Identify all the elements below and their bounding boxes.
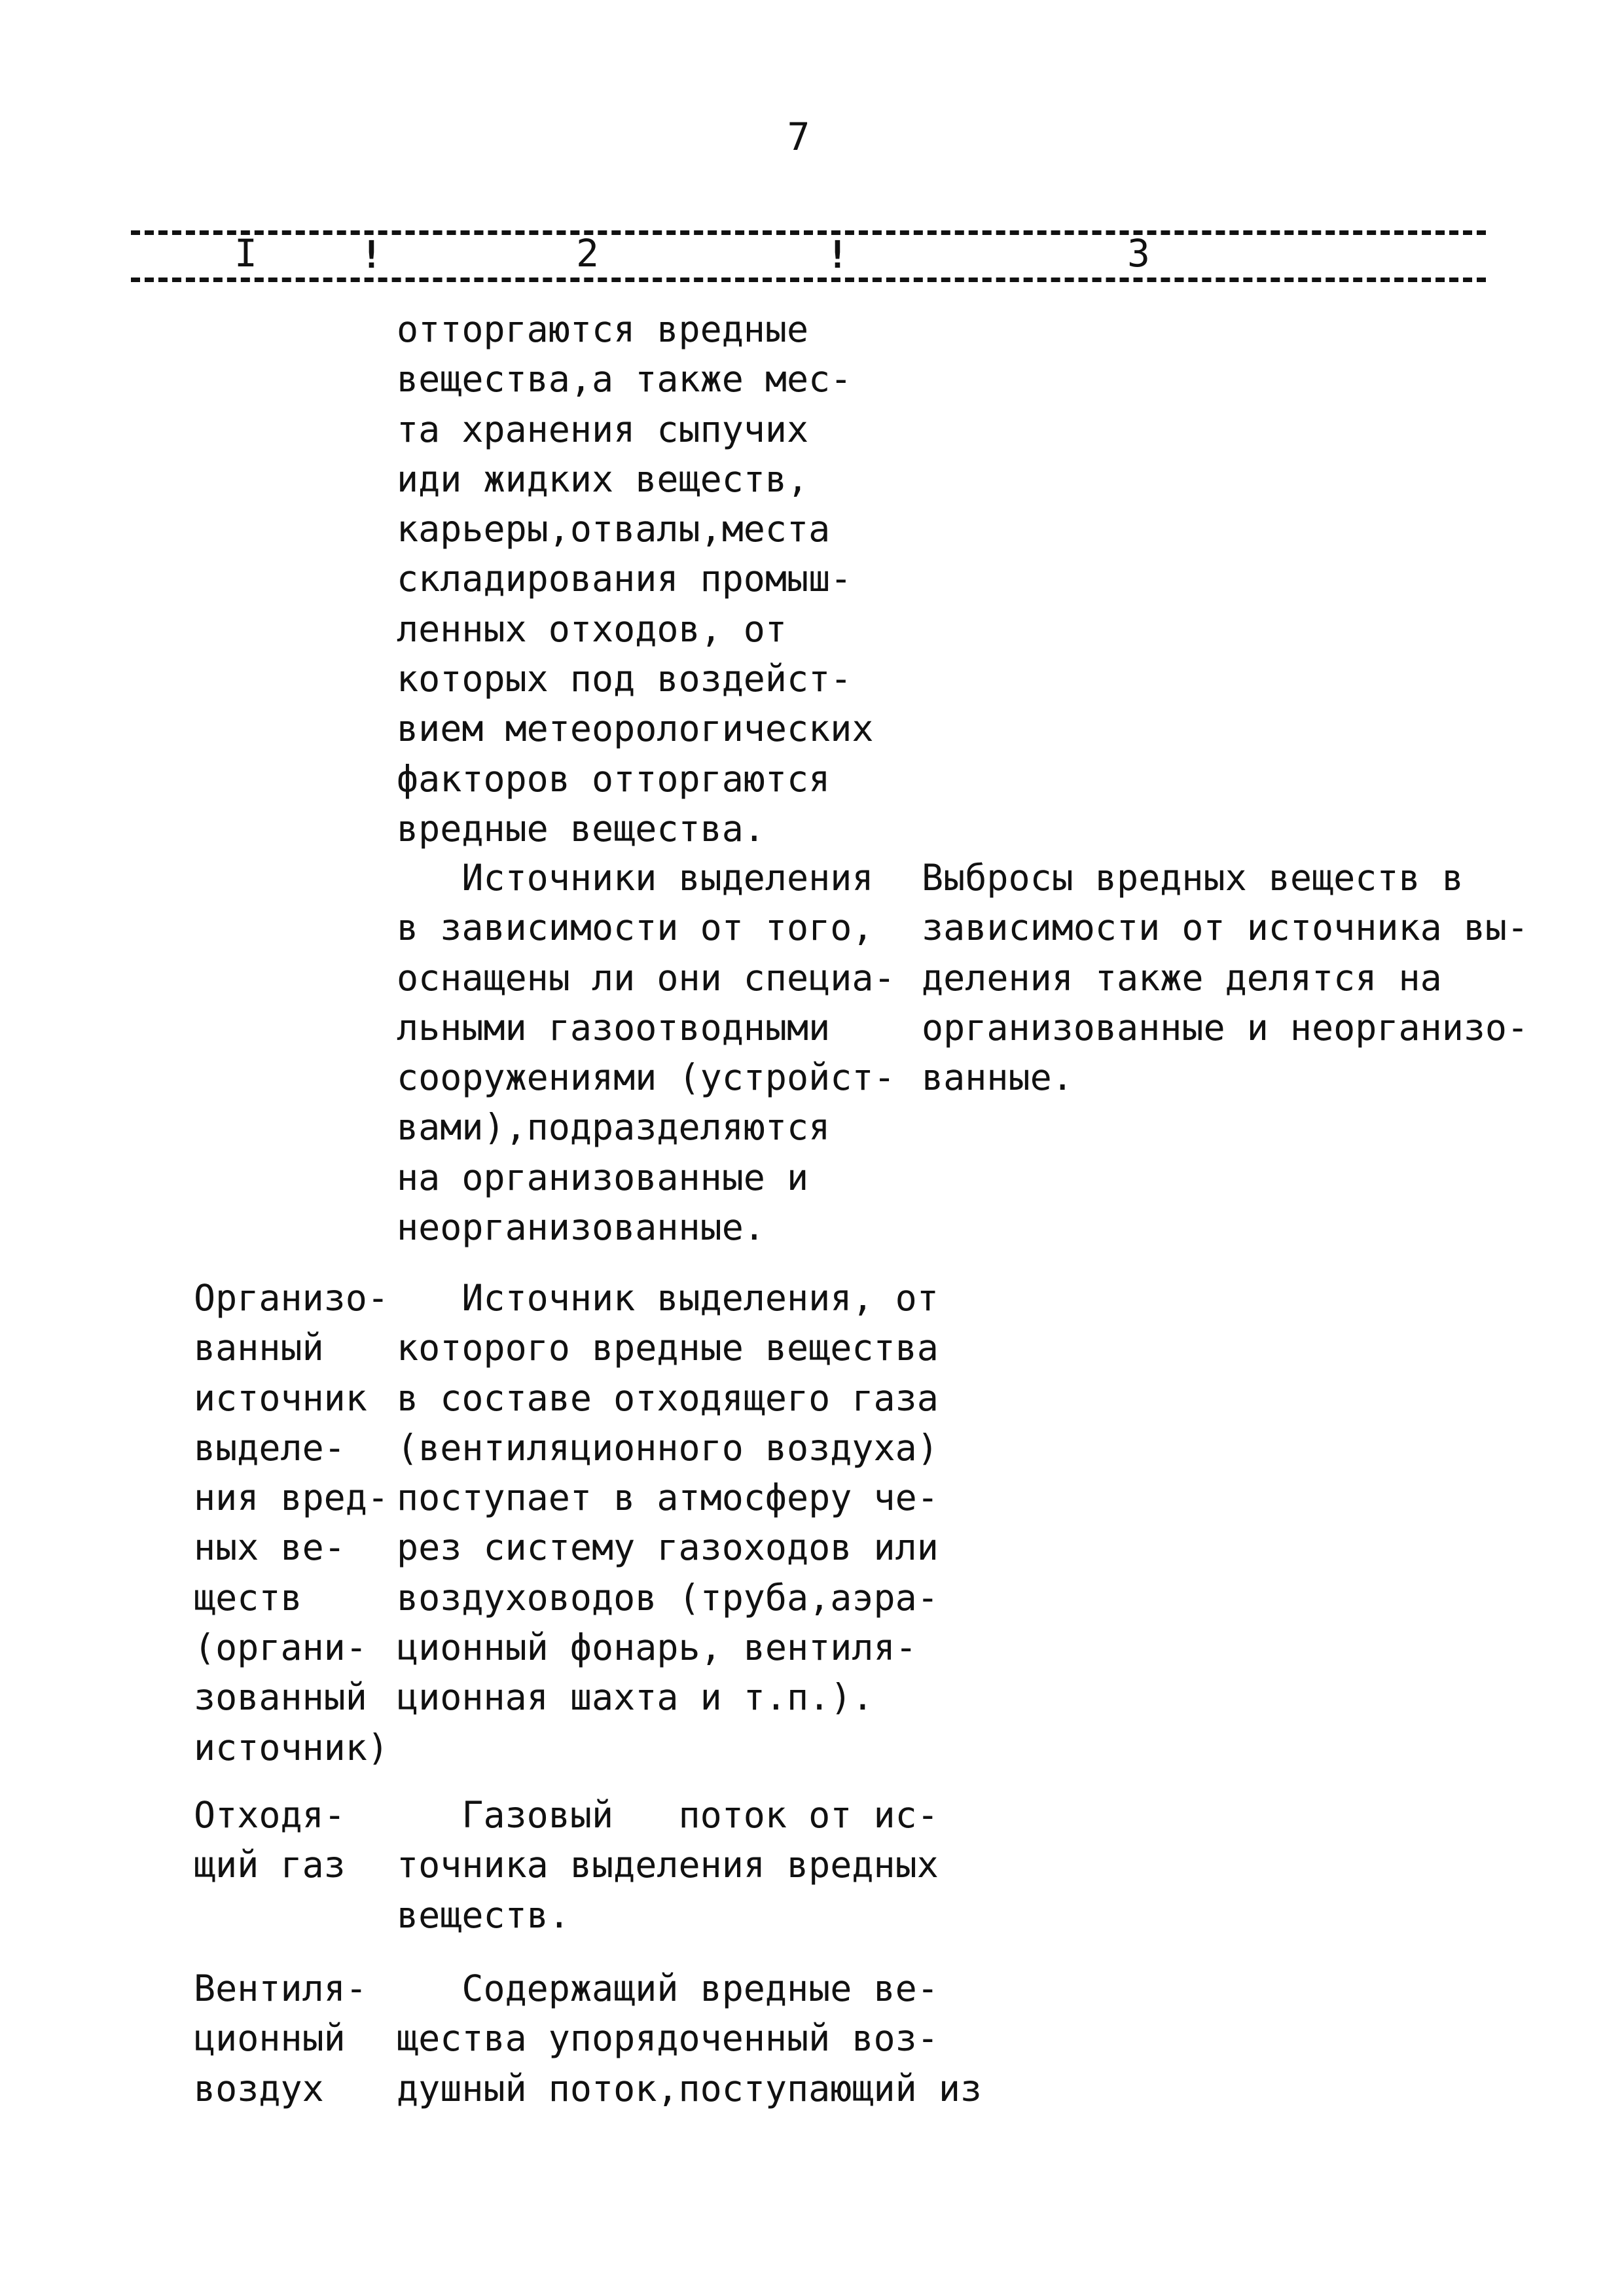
text-line: организованные и неорганизо-	[922, 1006, 1529, 1049]
row-0-definition	[397, 304, 873, 853]
text-line: рез систему газоходов или	[397, 1526, 939, 1569]
table-header-col3: 3	[1127, 231, 1150, 276]
text-line: в зависимости от того,	[397, 906, 874, 949]
table-header-separator-1: !	[360, 232, 383, 277]
table-header-col1: I	[234, 231, 257, 276]
text-line: зависимости от источника вы-	[922, 906, 1529, 949]
text-line: Организо-	[194, 1277, 389, 1319]
text-line: ния вред-	[194, 1477, 389, 1519]
text-line: Газовый поток от ис-	[397, 1794, 939, 1836]
text-line: щий газ	[194, 1844, 346, 1886]
text-line: которого вредные вещества	[397, 1327, 939, 1369]
text-line: ционный фонарь, вентиля-	[397, 1626, 917, 1669]
text-line: Источник выделения, от	[397, 1277, 939, 1319]
text-line: точника выделения вредных	[397, 1844, 939, 1886]
text-line: зованный	[194, 1676, 367, 1719]
text-line: вещества,а также мес-	[397, 358, 852, 401]
text-line: ванный	[194, 1327, 324, 1369]
text-line: Содержащий вредные ве-	[397, 1967, 939, 2009]
text-line: ционный	[194, 2017, 346, 2060]
text-line: ванные.	[922, 1056, 1074, 1099]
table-header-separator-2: !	[826, 232, 849, 277]
text-line: веществ.	[397, 1893, 570, 1936]
text-line: иди жидких веществ,	[397, 457, 809, 500]
text-line: ционная шахта и т.п.).	[397, 1676, 874, 1719]
text-line: сооружениями (устройст-	[397, 1056, 895, 1099]
text-line: вредные вещества.	[397, 807, 765, 850]
text-line: которых под воздейст-	[397, 658, 852, 700]
row-1-note	[922, 853, 1528, 1102]
row-4-term	[194, 1964, 367, 2113]
row-3-term	[194, 1790, 346, 1890]
text-line: та хранения сыпучих	[397, 408, 809, 450]
text-line: факторов отторгаются	[397, 757, 831, 800]
text-line: вами),подразделяются	[397, 1106, 831, 1149]
text-line: на организованные и	[397, 1156, 809, 1198]
table-header-rule-top	[131, 230, 1486, 235]
text-line: Источники выделения	[397, 857, 874, 899]
text-line: Выбросы вредных веществ в	[922, 857, 1464, 899]
row-3-definition	[397, 1790, 939, 1940]
text-line: воздуховодов (труба,аэра-	[397, 1576, 939, 1619]
text-line: душный поток,поступающий из	[397, 2067, 983, 2109]
row-2-definition	[397, 1273, 939, 1723]
text-line: неорганизованные.	[397, 1206, 765, 1249]
text-line: деления также делятся на	[922, 956, 1442, 999]
text-line: щества упорядоченный воз-	[397, 2017, 939, 2060]
text-line: воздух	[194, 2067, 324, 2109]
text-line: источник)	[194, 1726, 389, 1768]
text-line: ленных отходов, от	[397, 607, 787, 650]
table-header-rule-bottom	[131, 278, 1486, 282]
text-line: льными газоотводными	[397, 1006, 831, 1049]
text-line: выделе-	[194, 1426, 346, 1469]
text-line: оснащены ли они специа-	[397, 956, 895, 999]
text-line: ществ	[194, 1576, 302, 1619]
page-number: 7	[787, 115, 810, 159]
text-line: (вентиляционного воздуха)	[397, 1426, 939, 1469]
row-4-definition	[397, 1964, 982, 2113]
text-line: Отходя-	[194, 1794, 346, 1836]
row-2-term	[194, 1273, 389, 1772]
text-line: (органи-	[194, 1626, 367, 1669]
text-line: вием метеорологических	[397, 708, 874, 750]
row-1-definition	[397, 853, 895, 1252]
text-line: источник	[194, 1376, 367, 1419]
text-line: складирования промыш-	[397, 558, 852, 600]
text-line: Вентиля-	[194, 1967, 367, 2009]
text-line: в составе отходящего газа	[397, 1376, 939, 1419]
text-line: ных ве-	[194, 1526, 346, 1569]
text-line: поступает в атмосферу че-	[397, 1477, 939, 1519]
table-header-col2: 2	[576, 231, 599, 276]
text-line: отторгаются вредные	[397, 308, 809, 350]
text-line: карьеры,отвалы,места	[397, 508, 831, 550]
